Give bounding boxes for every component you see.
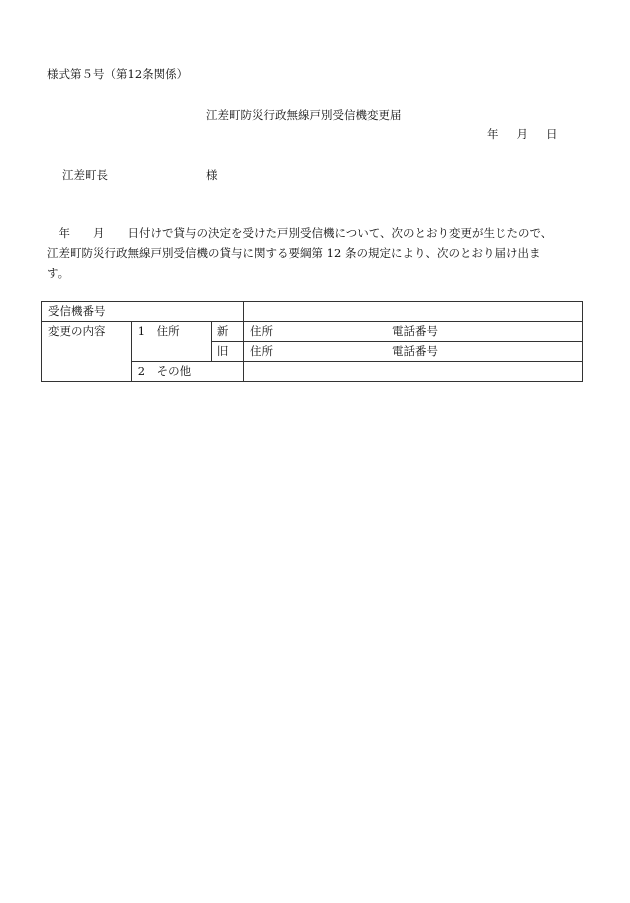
receiver-number-label: 受信機番号	[42, 302, 244, 322]
new-address-field[interactable]	[244, 322, 583, 342]
old-label: 旧	[211, 342, 243, 362]
address-label: 住所	[250, 344, 273, 358]
recipient-honorific: 様	[206, 168, 218, 182]
date-line	[487, 126, 558, 142]
receiver-number-field[interactable]	[244, 302, 583, 322]
change-content-label: 変更の内容	[42, 322, 132, 382]
date-month: 月	[516, 127, 528, 141]
date-year: 年	[487, 127, 499, 141]
address-label: 住所	[250, 324, 273, 338]
form-number: 様式第５号（第12条関係）	[47, 67, 189, 81]
table-row	[42, 322, 583, 342]
date-day: 日	[546, 127, 558, 141]
document-title: 江差町防災行政無線戸別受信機変更届	[206, 108, 402, 122]
item1-label: 1 住所	[131, 322, 211, 362]
phone-label: 電話番号	[392, 324, 438, 338]
recipient-name: 江差町長	[62, 168, 108, 182]
phone-label: 電話番号	[392, 344, 438, 358]
body-line: 江差町防災行政無線戸別受信機の貸与に関する要綱第 12 条の規定により、次のとおり届け出ま	[47, 246, 541, 260]
body-line: す。	[47, 266, 70, 280]
item2-label: 2 その他	[131, 362, 243, 382]
body-line: 年 月 日付けで貸与の決定を受けた戸別受信機について、次のとおり変更が生じたので、	[47, 226, 553, 240]
table-row	[42, 302, 583, 322]
item2-field[interactable]	[244, 362, 583, 382]
body-paragraph	[47, 223, 587, 283]
old-address-field[interactable]	[244, 342, 583, 362]
new-label: 新	[211, 322, 243, 342]
recipient	[62, 167, 218, 183]
change-form-table	[41, 301, 583, 382]
